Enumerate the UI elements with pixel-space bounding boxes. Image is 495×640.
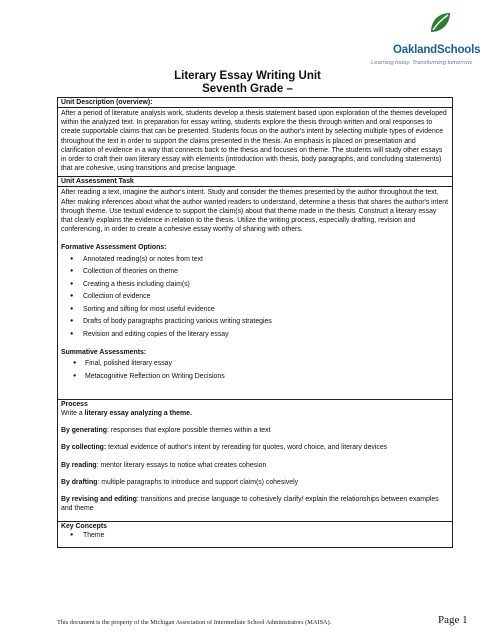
footer-note: This document is the property of the Michigan Association of Intermediate School Administrators (MAISA). xyxy=(57,619,332,626)
process-step: By revising and editing: transitions and precise language to cohesively clarify/ explain the relationships between examples and theme xyxy=(61,496,439,513)
key-concepts-section xyxy=(58,521,452,547)
formative-list xyxy=(61,255,449,339)
document-title: Literary Essay Writing Unit xyxy=(174,70,321,82)
section-heading: Unit Assessment Task xyxy=(58,177,452,187)
list-item: ● Final, polished literary essay xyxy=(61,359,449,368)
section-heading: Process xyxy=(61,401,88,409)
list-item: ● Collection of evidence xyxy=(61,292,449,301)
unit-description-text: After a period of literature analysis work, students develop a thesis statement based upon exploration of the themes developed within the analyzed text. In preparation for essay writing, students explore the thesis through written and oral responses to create supportable claims that can be presented. Students focus on the author's intent by selecting multiple types of evidence throughout the text in order to support the claims presented in the thesis. An emphasis is placed on presentation and clarification of evidence in a way that connects back to the thesis and focuses on theme. The students will study other essays in order to craft their own literary essay with elements (introduction with thesis, body paragraphs, and concluding statements) that are cohesive, using transitions and precise language. xyxy=(61,110,447,173)
list-item: ● Drafts of body paragraphs practicing various writing strategies xyxy=(61,317,449,326)
key-concepts-list xyxy=(61,531,449,540)
section-heading: Key Concepts xyxy=(61,523,107,531)
page-number: Page 1 xyxy=(438,614,468,626)
list-item: ● Theme xyxy=(61,531,449,540)
process-step: By generating: responses that explore possible themes within a text xyxy=(61,427,271,435)
process-section xyxy=(58,399,452,521)
document-subtitle: Seventh Grade – xyxy=(202,83,293,95)
list-item: ● Revision and editing copies of the literary essay xyxy=(61,330,449,339)
assessment-text: After reading a text, imagine the author's intent. Study and consider the themes presented by the author throughout the text. After making inferences about what the author wanted readers to understand, determine a thesis that shares the author's intent through theme. Use textual evidence to support the claim(s) about that theme made in the thesis. Construct a literary essay that clearly explains the evidence in relation to the thesis. Utilize the writing process, especially drafting, revision and conferencing, in order to create a cohesive essay worthy of sharing with others. xyxy=(61,189,449,234)
list-item: ● Sorting and sifting for most useful evidence xyxy=(61,305,449,314)
unit-description-section xyxy=(58,98,452,176)
unit-table xyxy=(57,97,453,548)
list-item: ● Metacognitive Reflection on Writing Decisions xyxy=(61,372,449,381)
logo-name: OaklandSchools xyxy=(393,44,481,56)
summative-heading: Summative Assessments: xyxy=(61,348,147,356)
formative-heading: Formative Assessment Options: xyxy=(61,244,167,252)
logo-tagline: Learning today. Transforming tomorrow. xyxy=(371,60,473,66)
logo-leaf-icon xyxy=(427,10,453,36)
list-item: ● Creating a thesis including claim(s) xyxy=(61,280,449,289)
section-heading: Unit Description (overview): xyxy=(58,98,452,108)
process-step: By reading: mentor literary essays to notice what creates cohesion xyxy=(61,461,267,469)
list-item: ● Collection of theories on theme xyxy=(61,267,449,276)
assessment-section xyxy=(58,176,452,399)
oakland-schools-logo xyxy=(365,10,481,70)
summative-list xyxy=(61,359,449,381)
process-intro: Write a literary essay analyzing a theme. xyxy=(61,410,192,418)
process-step: By collecting: textual evidence of author's intent by rereading for quotes, word choice, and literary devices xyxy=(61,444,388,452)
process-step: By drafting: multiple paragraphs to introduce and support claim(s) cohesively xyxy=(61,478,299,486)
list-item: ● Annotated reading(s) or notes from text xyxy=(61,255,449,264)
